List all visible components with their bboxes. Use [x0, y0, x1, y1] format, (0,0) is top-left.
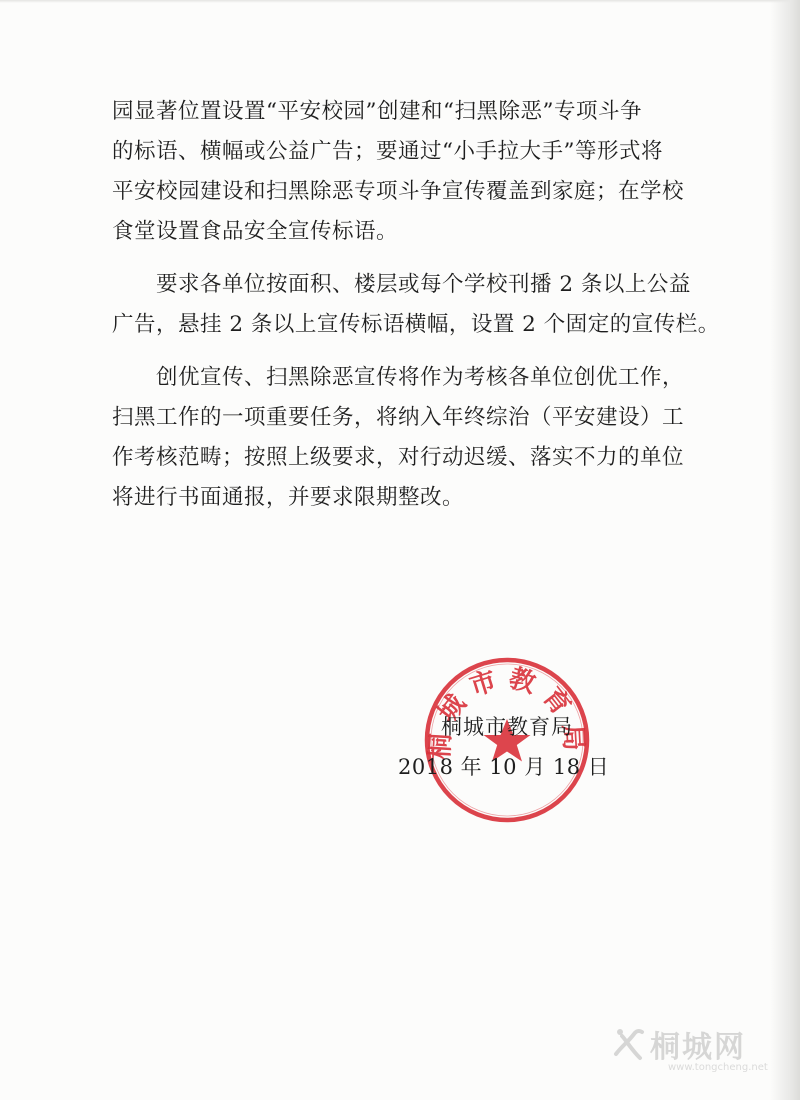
scan-edge-right: [770, 0, 800, 1100]
watermark-url: www.tongcheng.net: [668, 1062, 768, 1073]
body-line: 平安校园建设和扫黑除恶专项斗争宣传覆盖到家庭；在学校: [112, 179, 685, 204]
signature-date: 2018 年 10 月 18 日: [398, 755, 610, 779]
body-line: 的标语、横幅或公益广告；要通过“小手拉大手”等形式将: [112, 139, 663, 164]
body-line: 食堂设置食品安全宣传标语。: [112, 219, 399, 244]
body-line: 作考核范畴；按照上级要求，对行动迟缓、落实不力的单位: [112, 445, 685, 470]
body-line: 扫黑工作的一项重要任务，将纳入年终综治（平安建设）工: [112, 405, 685, 430]
body-line: 将进行书面通报，并要求限期整改。: [112, 485, 465, 510]
signature-organization: 桐城市教育局: [441, 715, 573, 739]
body-line: 园显著位置设置“平安校园”创建和“扫黑除恶”专项斗争: [112, 99, 642, 124]
watermark-name: 桐城网: [650, 1030, 746, 1065]
seal-text: 桐城市教育局: [425, 663, 589, 761]
body-line: 要求各单位按面积、楼层或每个学校刊播 2 条以上公益: [156, 272, 691, 297]
document-body: [112, 92, 720, 518]
watermark-logo-icon: [612, 1024, 648, 1064]
scan-edge-top: [0, 0, 800, 3]
site-watermark: [612, 1020, 782, 1082]
body-line: 创优宣传、扫黑除恶宣传将作为考核各单位创优工作，: [156, 365, 685, 390]
body-line: 广告，悬挂 2 条以上宣传标语横幅，设置 2 个固定的宣传栏。: [112, 312, 720, 337]
